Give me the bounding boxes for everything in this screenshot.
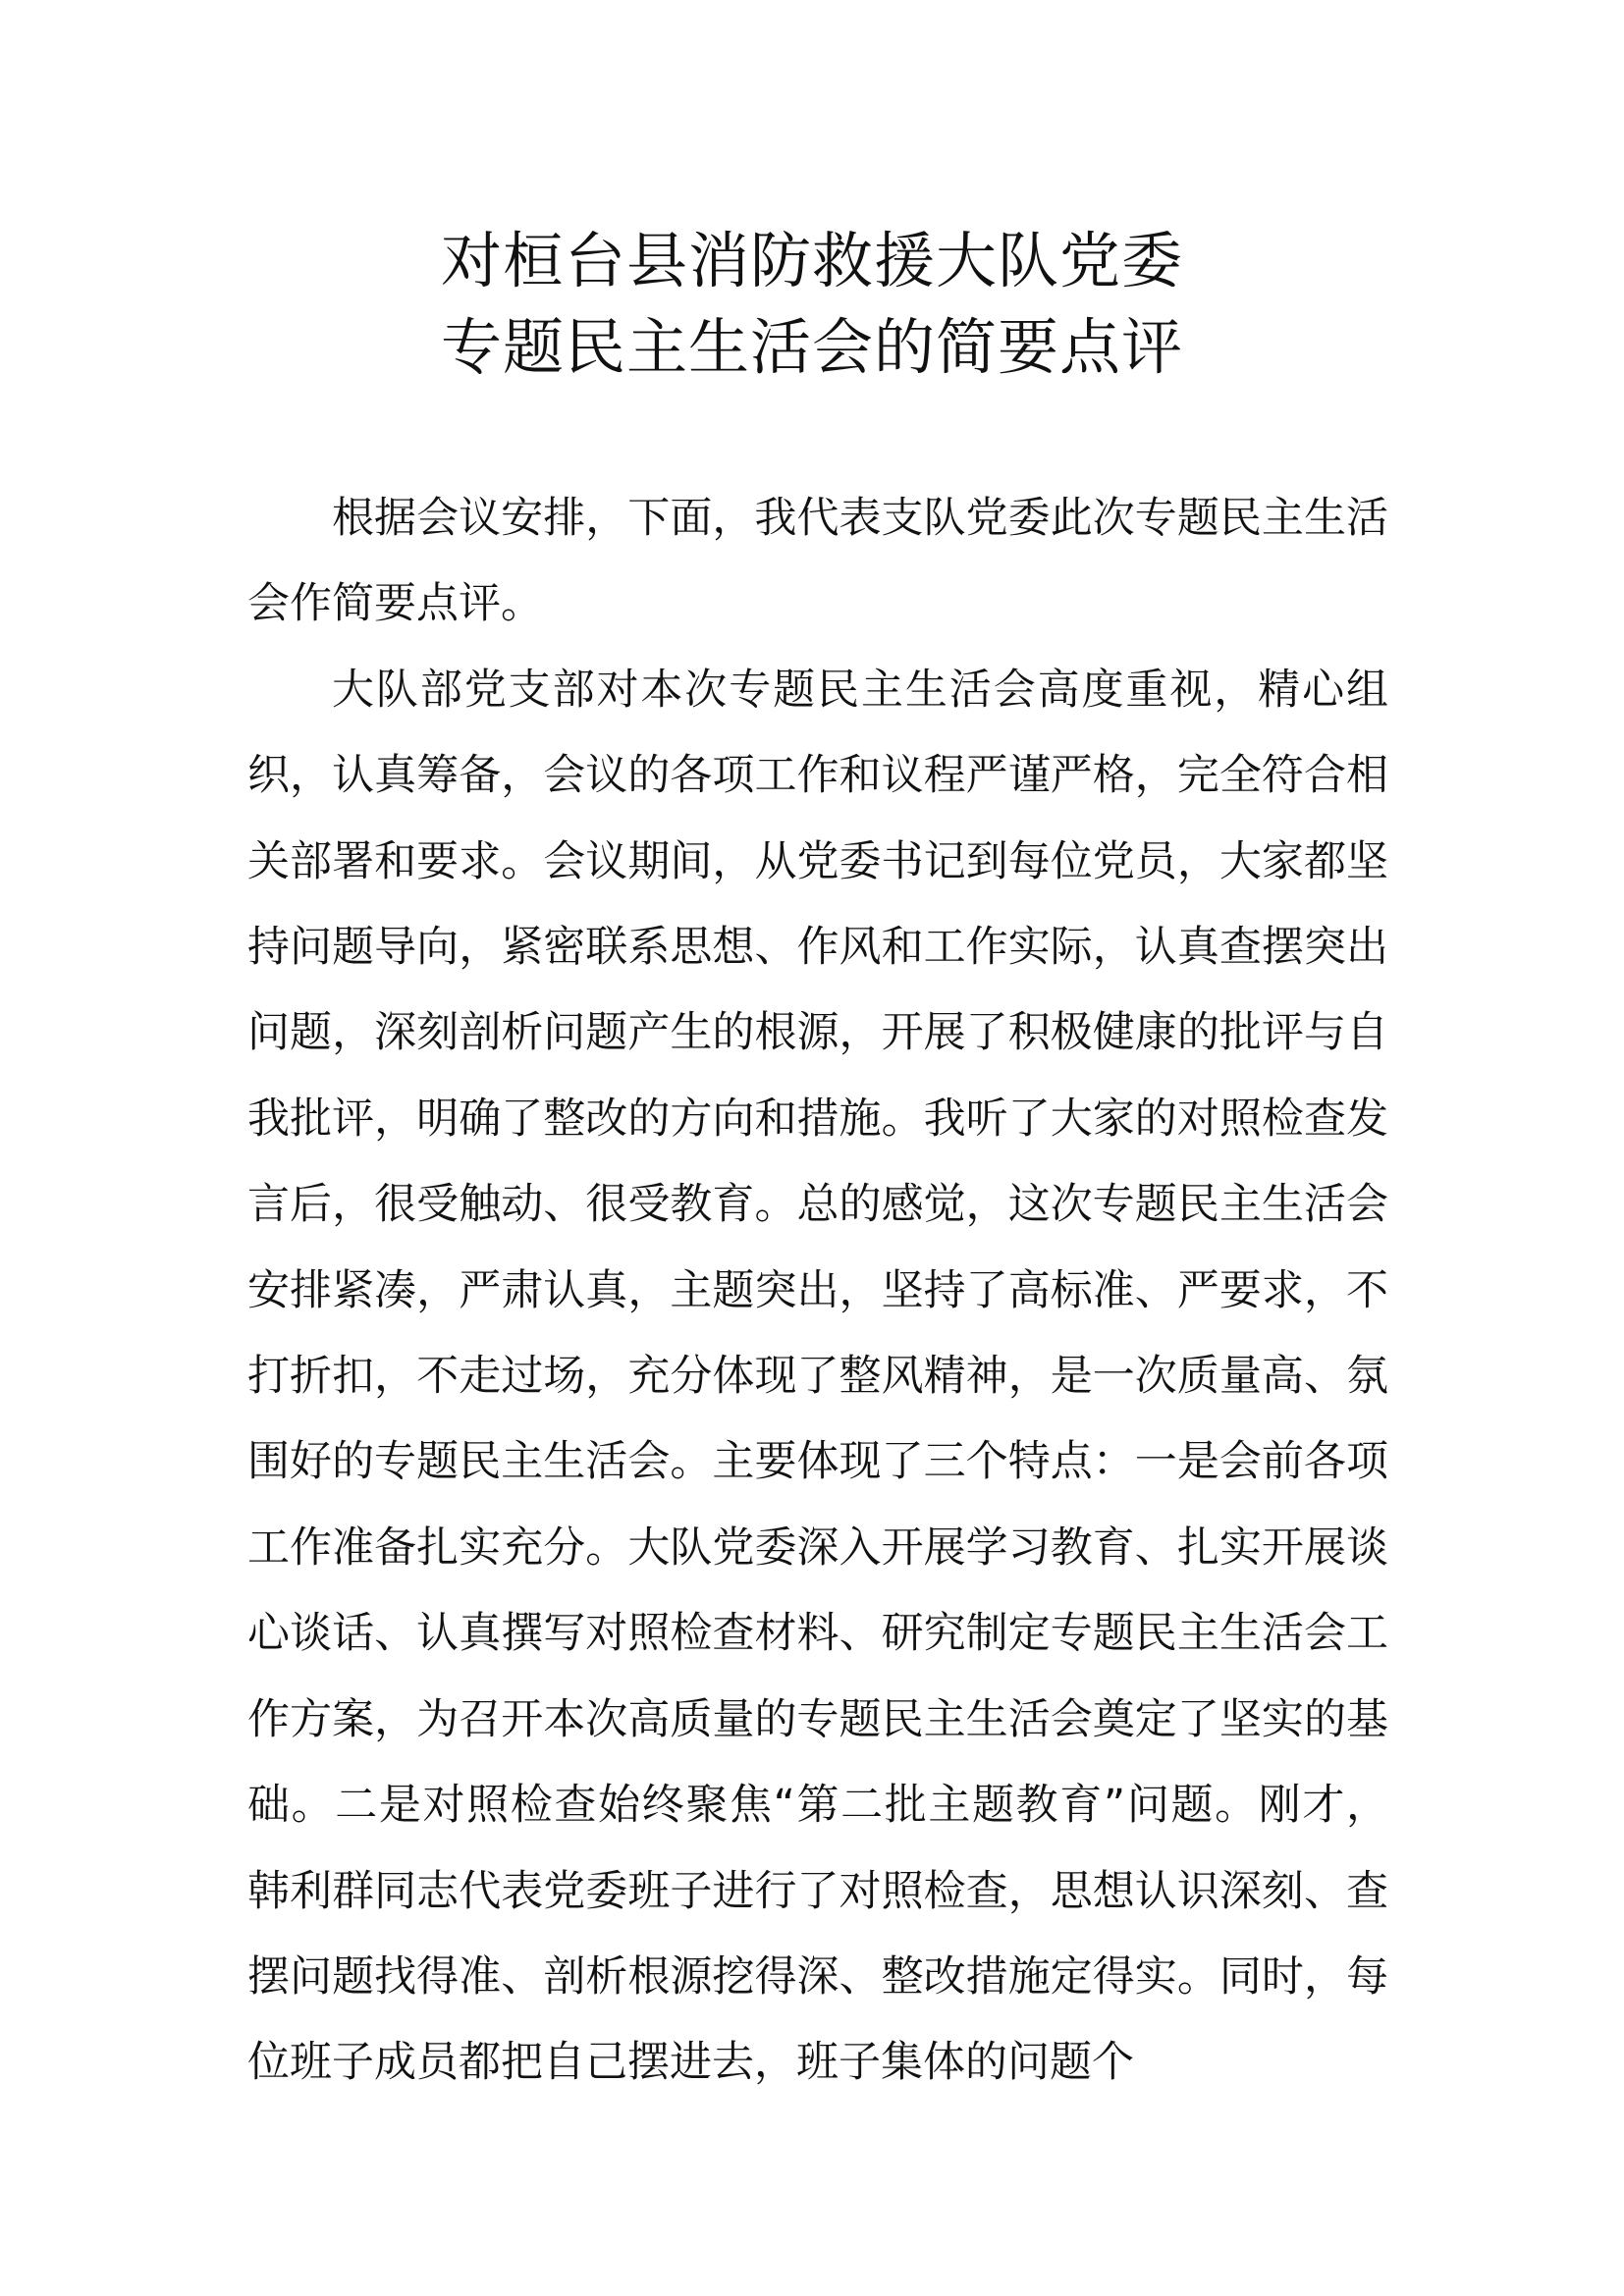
paragraph-1: 根据会议安排，下面，我代表支队党委此次专题民主生活会作简要点评。 xyxy=(247,494,1388,629)
document-title xyxy=(0,218,1624,391)
document-body xyxy=(247,476,1388,2107)
title-line-1: 对桓台县消防救援大队党委 xyxy=(440,225,1183,296)
title-line-2: 专题民主生活会的简要点评 xyxy=(440,311,1183,383)
paragraph-2: 大队部党支部对本次专题民主生活会高度重视，精心组织，认真筹备，会议的各项工作和议程严谨严格，完全符合相关部署和要求。会议期间，从党委书记到每位党员，大家都坚持问题导向，紧密联系思想、作风和工作实际，认真查摆突出问题，深刻剖析问题产生的根源，开展了积极健康的批评与自我批评，明确了整改的方向和措施。我听了大家的对照检查发言后，很受触动、很受教育。总的感觉，这次专题民主生活会安排紧凑，严肃认真，主题突出，坚持了高标准、严要求，不打折扣，不走过场，充分体现了整风精神，是一次质量高、氛围好的专题民主生活会。主要体现了三个特点：一是会前各项工作准备扎实充分。大队党委深入开展学习教育、扎实开展谈心谈话、认真撰写对照检查材料、研究制定专题民主生活会工作方案，为召开本次高质量的专题民主生活会奠定了坚实的基础。二是对照检查始终聚焦“第二批主题教育”问题。刚才，韩利群同志代表党委班子进行了对照检查，思想认识深刻、查摆问题找得准、剖析根源挖得深、整改措施定得实。同时，每位班子成员都把自己摆进去，班子集体的问题个 xyxy=(247,665,1388,2088)
